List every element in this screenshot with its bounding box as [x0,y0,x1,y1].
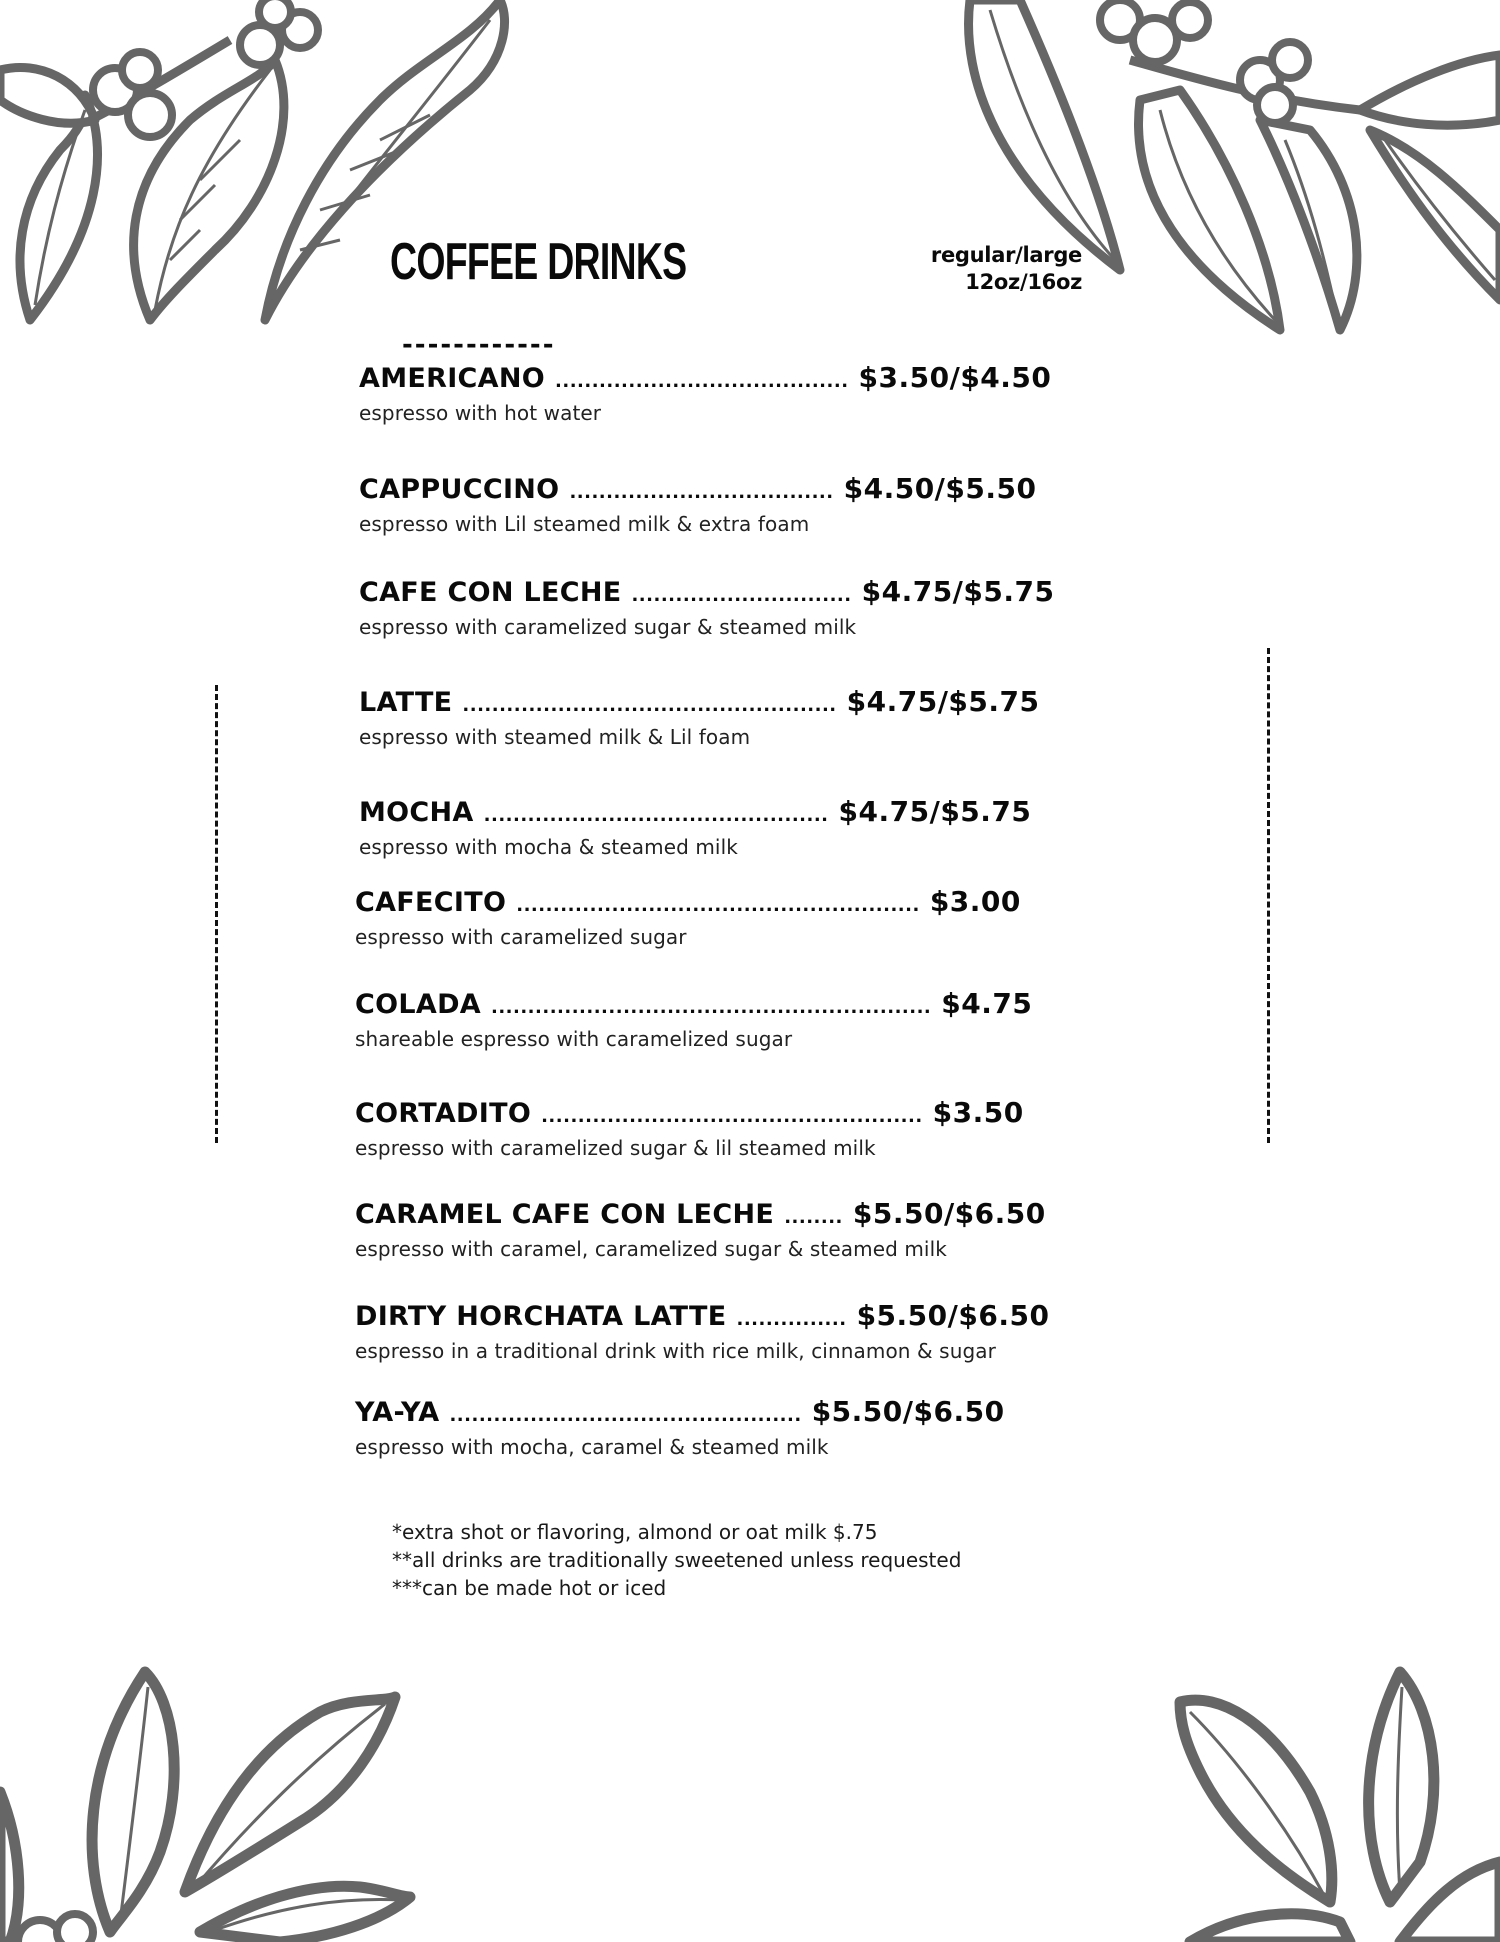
menu-item-cafe-con-leche [359,576,1054,640]
coffee-branch-bottom-left-icon [0,1642,430,1942]
item-description: espresso with caramelized sugar & steamed milk [359,615,857,639]
item-price: $3.50/$4.50 [858,361,1052,394]
item-price: $4.75/$5.75 [838,795,1032,828]
item-price: $4.75/$5.75 [861,575,1055,608]
item-price: $4.75/$5.75 [846,685,1040,718]
leader-dots: ............... [736,1309,847,1330]
leader-dots: ....................................................... [516,895,920,916]
footnote-sweetened: **all drinks are traditionally sweetened unless requested [392,1548,962,1572]
leader-dots: ................................................... [462,695,837,716]
right-dashed-divider [1267,648,1270,1143]
item-name: CAFE CON LECHE [359,577,622,608]
footnote-hot-iced: ***can be made hot or iced [392,1576,667,1600]
left-dashed-divider [215,685,218,1143]
item-description: espresso with mocha & steamed milk [359,835,738,859]
item-description: espresso with caramelized sugar [355,925,687,949]
leader-dots: ............................................... [483,805,829,826]
item-name: YA-YA [355,1397,440,1428]
size-legend [931,242,1082,296]
item-price: $5.50/$6.50 [811,1395,1005,1428]
item-price: $3.00 [929,885,1021,918]
menu-item-ya-ya [355,1396,1005,1460]
item-name: AMERICANO [359,363,546,394]
leader-dots: ........ [784,1207,843,1228]
item-price: $5.50/$6.50 [856,1299,1050,1332]
item-description: shareable espresso with caramelized sugar [355,1027,793,1051]
item-description: espresso with hot water [359,401,602,425]
footnote-extras: *extra shot or flavoring, almond or oat milk $.75 [392,1520,878,1544]
item-name: CORTADITO [355,1098,532,1129]
leader-dots: .............................. [631,585,852,606]
item-name: DIRTY HORCHATA LATTE [355,1301,727,1332]
menu-item-cappuccino [359,473,1036,537]
menu-item-cafecito [355,886,1021,950]
item-name: CAPPUCCINO [359,474,560,505]
size-label: regular/large [930,243,1082,267]
item-description: espresso with mocha, caramel & steamed milk [355,1435,829,1459]
item-name: LATTE [359,687,453,718]
item-description: espresso with steamed milk & Lil foam [359,725,751,749]
item-description: espresso with caramelized sugar & lil steamed milk [355,1136,876,1160]
item-name: COLADA [355,989,481,1020]
item-description: espresso with Lil steamed milk & extra foam [359,512,810,536]
page-title: COFFEE DRINKS [390,233,687,291]
title-divider: ------------ [402,330,556,360]
item-price: $4.75 [941,987,1033,1020]
menu-item-americano [359,362,1051,426]
leader-dots: ........................................ [555,371,849,392]
menu-item-mocha [359,796,1031,860]
footnotes [392,1518,961,1602]
item-price: $3.50 [932,1096,1024,1129]
item-description: espresso in a traditional drink with rice milk, cinnamon & sugar [355,1339,996,1363]
menu-item-cortadito [355,1097,1024,1161]
leader-dots: .................................... [569,482,834,503]
item-price: $5.50/$6.50 [852,1197,1046,1230]
coffee-branch-bottom-right-icon [1160,1642,1500,1942]
leader-dots: ................................................ [449,1405,802,1426]
menu-item-colada [355,988,1032,1052]
menu-item-latte [359,686,1040,750]
item-name: CARAMEL CAFE CON LECHE [355,1199,775,1230]
size-oz: 12oz/16oz [965,270,1082,294]
menu-item-caramel-cafe-con-leche [355,1198,1046,1262]
item-name: MOCHA [359,797,474,828]
leader-dots: .................................................... [541,1106,923,1127]
item-price: $4.50/$5.50 [843,472,1037,505]
leader-dots: ............................................................ [490,997,932,1018]
menu-item-dirty-horchata-latte [355,1300,1049,1364]
item-name: CAFECITO [355,887,507,918]
item-description: espresso with caramel, caramelized sugar & steamed milk [355,1237,947,1261]
